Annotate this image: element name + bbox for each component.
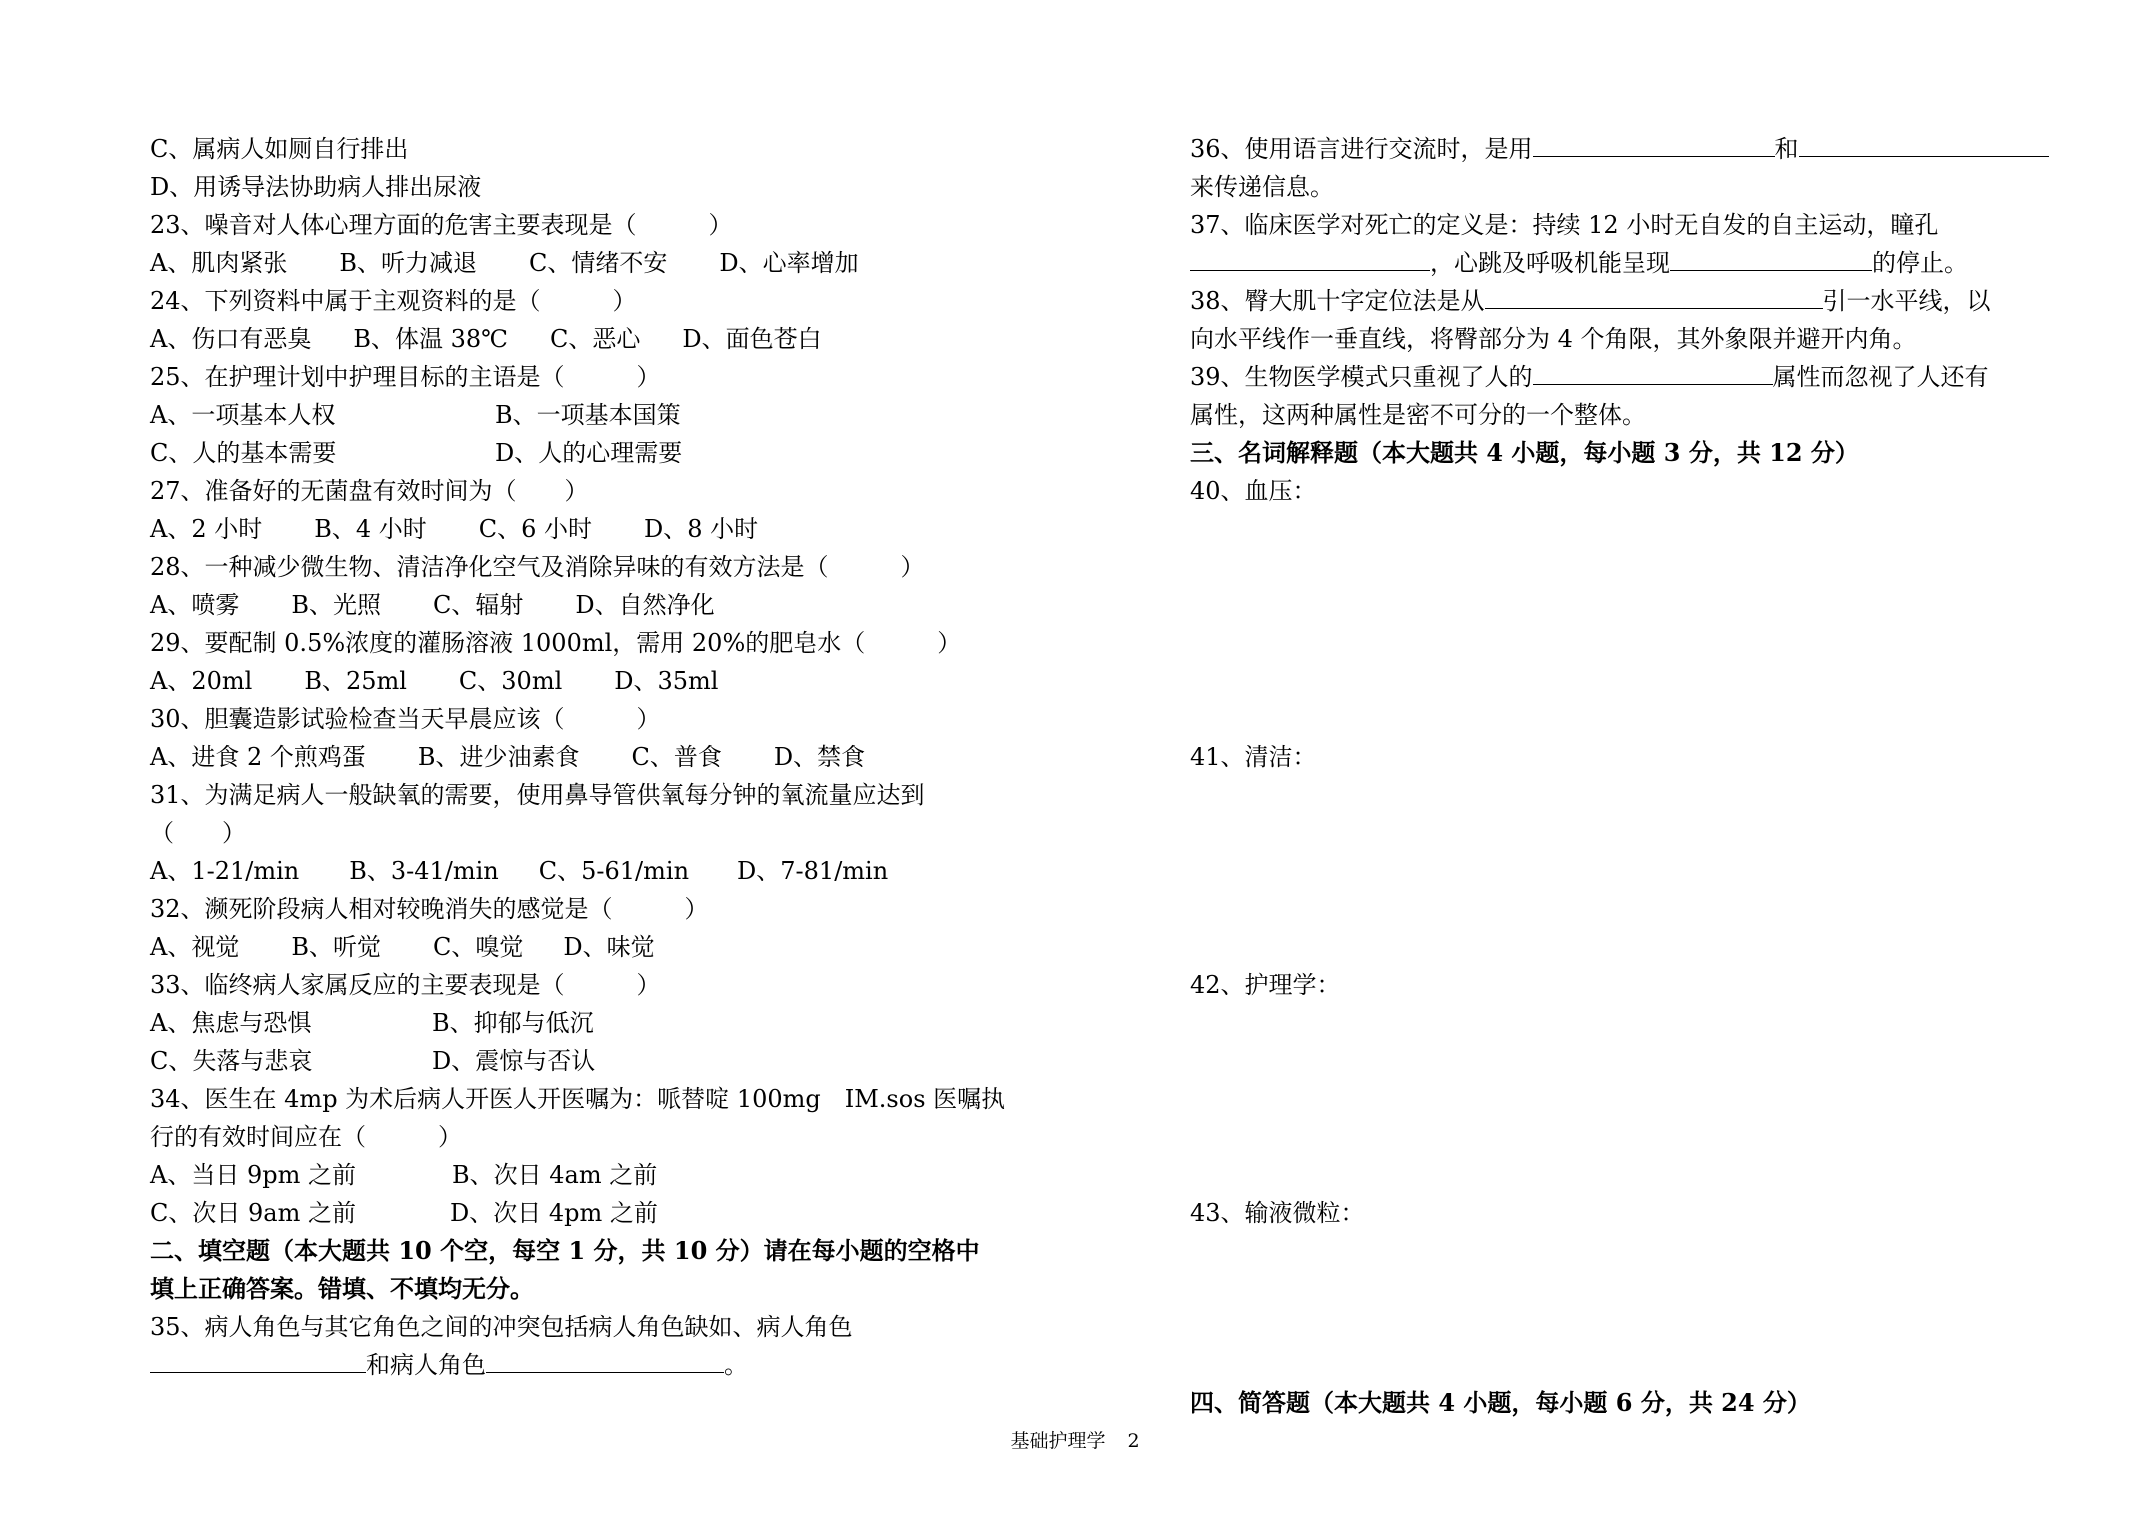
q34-options-ab bbox=[150, 1156, 1010, 1194]
q27-option-a: A、2 小时 bbox=[150, 515, 263, 543]
q24-stem: 24、下列资料中属于主观资料的是（ ） bbox=[150, 287, 637, 315]
q38-blank-1[interactable] bbox=[1485, 286, 1823, 309]
q29-option-c: C、30ml bbox=[458, 667, 563, 695]
q33-stem: 33、临终病人家属反应的主要表现是（ ） bbox=[150, 971, 661, 999]
q29-stem: 29、要配制 0.5%浓度的灌肠溶液 1000ml，需用 20%的肥皂水（ ） bbox=[150, 629, 962, 657]
q31-option-d: D、7-81/min bbox=[737, 857, 889, 885]
q25-option-a: A、一项基本人权 bbox=[150, 401, 336, 429]
q22-option-c: C、属病人如厕自行排出 bbox=[150, 135, 409, 163]
q27-option-b: B、4 小时 bbox=[314, 515, 427, 543]
q34-stem-line2: 行的有效时间应在（ ） bbox=[150, 1123, 462, 1151]
q32-options bbox=[150, 928, 1010, 966]
q24-option-a: A、伤口有恶臭 bbox=[150, 325, 312, 353]
q37-text-2: ，心跳及呼吸机能呈现 bbox=[1430, 249, 1670, 277]
q42-term: 42、护理学： bbox=[1190, 971, 1341, 999]
q37-line1: 37、临床医学对死亡的定义是：持续 12 小时无自发的自主运动，瞳孔 bbox=[1190, 211, 1939, 239]
q30-option-c: C、普食 bbox=[631, 743, 722, 771]
left-column bbox=[150, 130, 1010, 1384]
q35-mid-text: 和病人角色 bbox=[366, 1351, 486, 1379]
q29-option-b: B、25ml bbox=[304, 667, 407, 695]
q27-option-c: C、6 小时 bbox=[478, 515, 593, 543]
q24-option-d: D、面色苍白 bbox=[682, 325, 822, 353]
q32-option-b: B、听觉 bbox=[291, 933, 381, 961]
q33-options-cd bbox=[150, 1042, 1010, 1080]
q34-option-d: D、次日 4pm 之前 bbox=[450, 1199, 658, 1227]
q32-stem: 32、濒死阶段病人相对较晚消失的感觉是（ ） bbox=[150, 895, 709, 923]
q34-stem-line1: 34、医生在 4mp 为术后病人开医人开医嘱为：哌替啶 100mg IM.sos 医嘱执 bbox=[150, 1085, 1006, 1113]
q32-option-d: D、味觉 bbox=[563, 933, 655, 961]
q34-options-cd bbox=[150, 1194, 1010, 1232]
q32-option-a: A、视觉 bbox=[150, 933, 240, 961]
footer-subject: 基础护理学 bbox=[1010, 1430, 1106, 1452]
q30-options bbox=[150, 738, 1010, 776]
q38-text-1: 38、臀大肌十字定位法是从 bbox=[1190, 287, 1485, 315]
q36-blank-1[interactable] bbox=[1533, 134, 1775, 157]
q29-options bbox=[150, 662, 1010, 700]
q30-option-b: B、进少油素食 bbox=[417, 743, 580, 771]
q28-stem: 28、一种减少微生物、清洁净化空气及消除异味的有效方法是（ ） bbox=[150, 553, 925, 581]
q24-option-b: B、体温 38℃ bbox=[353, 325, 508, 353]
section2-heading-line1: 二、填空题（本大题共 10 个空，每空 1 分，共 10 分）请在每小题的空格中 bbox=[150, 1236, 980, 1265]
q39-line1 bbox=[1190, 358, 2070, 396]
q33-option-c: C、失落与悲哀 bbox=[150, 1047, 313, 1075]
q39-blank-1[interactable] bbox=[1533, 362, 1773, 385]
q35-stem: 35、病人角色与其它角色之间的冲突包括病人角色缺如、病人角色 bbox=[150, 1313, 853, 1341]
q32-option-c: C、嗅觉 bbox=[432, 933, 524, 961]
q38-line1 bbox=[1190, 282, 2070, 320]
section4-heading: 四、简答题（本大题共 4 小题，每小题 6 分，共 24 分） bbox=[1190, 1388, 1811, 1417]
q43-term: 43、输液微粒： bbox=[1190, 1199, 1365, 1227]
q31-option-c: C、5-61/min bbox=[538, 857, 690, 885]
q34-option-a: A、当日 9pm 之前 bbox=[150, 1161, 356, 1189]
q41-term: 41、清洁： bbox=[1190, 743, 1317, 771]
q27-options bbox=[150, 510, 1010, 548]
q36-line1 bbox=[1190, 130, 2070, 168]
q31-paren: （ ） bbox=[150, 819, 246, 847]
q23-option-d: D、心率增加 bbox=[719, 249, 859, 277]
q39-text-1: 39、生物医学模式只重视了人的 bbox=[1190, 363, 1533, 391]
q25-option-d: D、人的心理需要 bbox=[495, 439, 683, 467]
q23-stem: 23、噪音对人体心理方面的危害主要表现是（ ） bbox=[150, 211, 733, 239]
q30-stem: 30、胆囊造影试验检查当天早晨应该（ ） bbox=[150, 705, 661, 733]
q40-term: 40、血压： bbox=[1190, 477, 1317, 505]
q37-blank-1[interactable] bbox=[1190, 248, 1430, 271]
q28-option-a: A、喷雾 bbox=[150, 591, 240, 619]
q38-line2: 向水平线作一垂直线，将臀部分为 4 个角限，其外象限并避开内角。 bbox=[1190, 325, 1917, 353]
right-column bbox=[1190, 130, 2070, 1422]
q36-text-2: 和 bbox=[1774, 135, 1799, 163]
section3-heading: 三、名词解释题（本大题共 4 小题，每小题 3 分，共 12 分） bbox=[1190, 438, 1859, 467]
q36-text-1: 36、使用语言进行交流时，是用 bbox=[1190, 135, 1533, 163]
q38-text-2: 引一水平线，以 bbox=[1822, 287, 1991, 315]
q37-line2 bbox=[1190, 244, 2070, 282]
q23-options bbox=[150, 244, 1010, 282]
q22-option-d: D、用诱导法协助病人排出尿液 bbox=[150, 173, 482, 201]
q23-option-c: C、情绪不安 bbox=[528, 249, 668, 277]
q31-option-b: B、3-41/min bbox=[349, 857, 499, 885]
q35-end-text: 。 bbox=[724, 1351, 748, 1379]
q36-blank-2[interactable] bbox=[1799, 134, 2049, 157]
q34-option-b: B、次日 4am 之前 bbox=[452, 1161, 658, 1189]
q28-option-d: D、自然净化 bbox=[575, 591, 715, 619]
q35-blank-2[interactable] bbox=[486, 1350, 724, 1373]
q33-options-ab bbox=[150, 1004, 1010, 1042]
q39-text-2: 属性而忽视了人还有 bbox=[1772, 363, 1989, 391]
q28-options bbox=[150, 586, 1010, 624]
q23-option-b: B、听力减退 bbox=[339, 249, 477, 277]
q23-option-a: A、肌肉紧张 bbox=[150, 249, 288, 277]
q39-line2: 属性，这两种属性是密不可分的一个整体。 bbox=[1190, 401, 1646, 429]
q35-blank-1[interactable] bbox=[150, 1350, 366, 1373]
page-footer bbox=[0, 1426, 2150, 1453]
q33-option-b: B、抑郁与低沉 bbox=[432, 1009, 594, 1037]
q29-option-a: A、20ml bbox=[150, 667, 253, 695]
q27-stem: 27、准备好的无菌盘有效时间为（ ） bbox=[150, 477, 589, 505]
q31-option-a: A、1-21/min bbox=[150, 857, 300, 885]
q25-option-b: B、一项基本国策 bbox=[495, 401, 681, 429]
q24-option-c: C、恶心 bbox=[550, 325, 641, 353]
footer-page-number: 2 bbox=[1127, 1430, 1140, 1452]
q27-option-d: D、8 小时 bbox=[644, 515, 759, 543]
q28-option-b: B、光照 bbox=[291, 591, 381, 619]
q31-stem: 31、为满足病人一般缺氧的需要，使用鼻导管供氧每分钟的氧流量应达到 bbox=[150, 781, 925, 809]
q30-option-d: D、禁食 bbox=[773, 743, 866, 771]
q24-options bbox=[150, 320, 1010, 358]
q25-option-c: C、人的基本需要 bbox=[150, 439, 337, 467]
q29-option-d: D、35ml bbox=[614, 667, 719, 695]
q33-option-d: D、震惊与否认 bbox=[432, 1047, 596, 1075]
q37-text-3: 的停止。 bbox=[1872, 249, 1968, 277]
q37-blank-2[interactable] bbox=[1670, 248, 1872, 271]
q25-options-cd bbox=[150, 434, 1010, 472]
q31-options bbox=[150, 852, 1010, 890]
q30-option-a: A、进食 2 个煎鸡蛋 bbox=[150, 743, 366, 771]
q25-stem: 25、在护理计划中护理目标的主语是（ ） bbox=[150, 363, 661, 391]
q28-option-c: C、辐射 bbox=[432, 591, 524, 619]
section2-heading-line2: 填上正确答案。错填、不填均无分。 bbox=[150, 1274, 534, 1303]
q35-blanks-line bbox=[150, 1346, 1010, 1384]
q36-line2: 来传递信息。 bbox=[1190, 173, 1334, 201]
q34-option-c: C、次日 9am 之前 bbox=[150, 1199, 356, 1227]
q33-option-a: A、焦虑与恐惧 bbox=[150, 1009, 312, 1037]
q25-options-ab bbox=[150, 396, 1010, 434]
